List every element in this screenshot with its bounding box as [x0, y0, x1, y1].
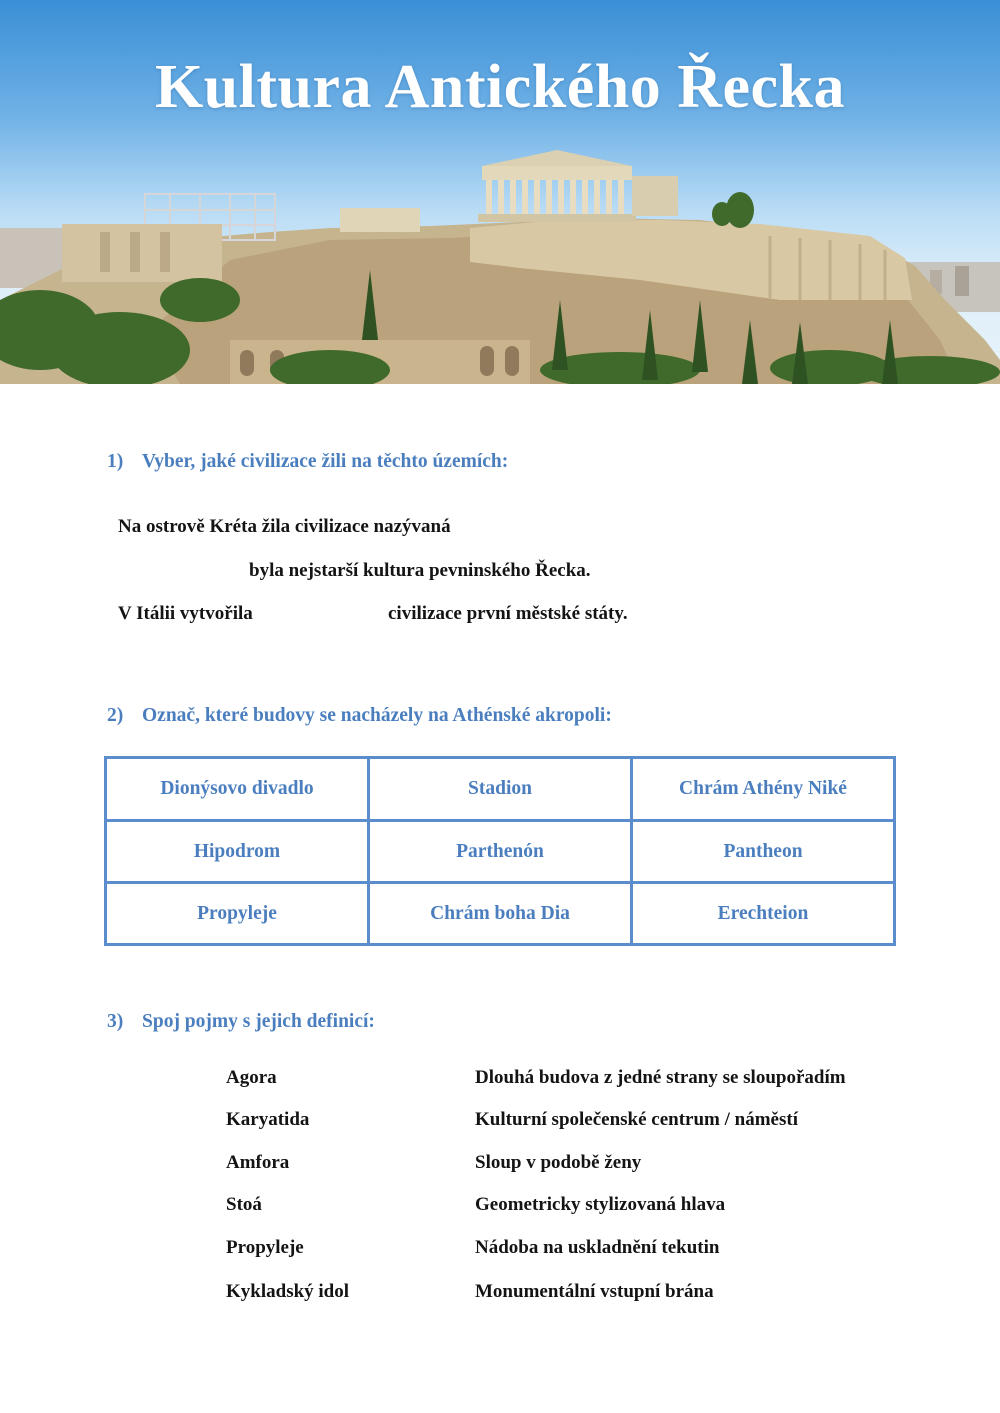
page-title: Kultura Antického Řecka: [154, 53, 846, 121]
match-term[interactable]: Stoá: [226, 1194, 262, 1215]
section2-number: 2): [107, 705, 124, 726]
match-definition[interactable]: Geometricky stylizovaná hlava: [475, 1194, 726, 1215]
building-option[interactable]: Dionýsovo divadlo: [106, 758, 369, 821]
match-definition[interactable]: Nádoba na uskladnění tekutin: [475, 1237, 720, 1258]
building-option[interactable]: Chrám Athény Niké: [632, 758, 895, 821]
sentence-crete: Na ostrově Kréta žila civilizace nazývaná: [118, 516, 451, 537]
building-option[interactable]: Chrám boha Dia: [369, 883, 632, 945]
match-term[interactable]: Propyleje: [226, 1237, 304, 1258]
section1-heading: [107, 451, 508, 473]
match-term[interactable]: Kykladský idol: [226, 1281, 350, 1302]
section1-number: 1): [107, 451, 124, 472]
building-grid: [104, 756, 896, 946]
match-definition[interactable]: Dlouhá budova z jedné strany se sloupořadím: [475, 1067, 846, 1088]
building-option[interactable]: Erechteion: [632, 883, 895, 945]
section2-heading-text: Označ, které budovy se nacházely na Athénské akropoli:: [142, 705, 612, 726]
match-term[interactable]: Karyatida: [226, 1109, 310, 1130]
match-term[interactable]: Amfora: [226, 1152, 290, 1173]
sentence-italy-end: civilizace první městské státy.: [388, 603, 628, 624]
match-definition[interactable]: Sloup v podobě ženy: [475, 1152, 642, 1173]
section3-heading-text: Spoj pojmy s jejich definicí:: [142, 1011, 375, 1032]
section1-heading-text: Vyber, jaké civilizace žili na těchto územích:: [142, 451, 509, 472]
section2-heading: [107, 705, 612, 727]
building-option[interactable]: Pantheon: [632, 821, 895, 883]
building-option[interactable]: Hipodrom: [106, 821, 369, 883]
section3-number: 3): [107, 1011, 124, 1032]
hero-banner: [0, 0, 1000, 384]
match-term[interactable]: Agora: [226, 1067, 277, 1088]
match-definition[interactable]: Kulturní společenské centrum / náměstí: [475, 1109, 798, 1130]
building-option[interactable]: Parthenón: [369, 821, 632, 883]
sentence-mainland: byla nejstarší kultura pevninského Řecka.: [249, 560, 591, 581]
section3-heading: [107, 1011, 375, 1033]
building-option[interactable]: Propyleje: [106, 883, 369, 945]
sentence-italy-start: V Itálii vytvořila: [118, 603, 253, 624]
building-option[interactable]: Stadion: [369, 758, 632, 821]
match-definition[interactable]: Monumentální vstupní brána: [475, 1281, 714, 1302]
